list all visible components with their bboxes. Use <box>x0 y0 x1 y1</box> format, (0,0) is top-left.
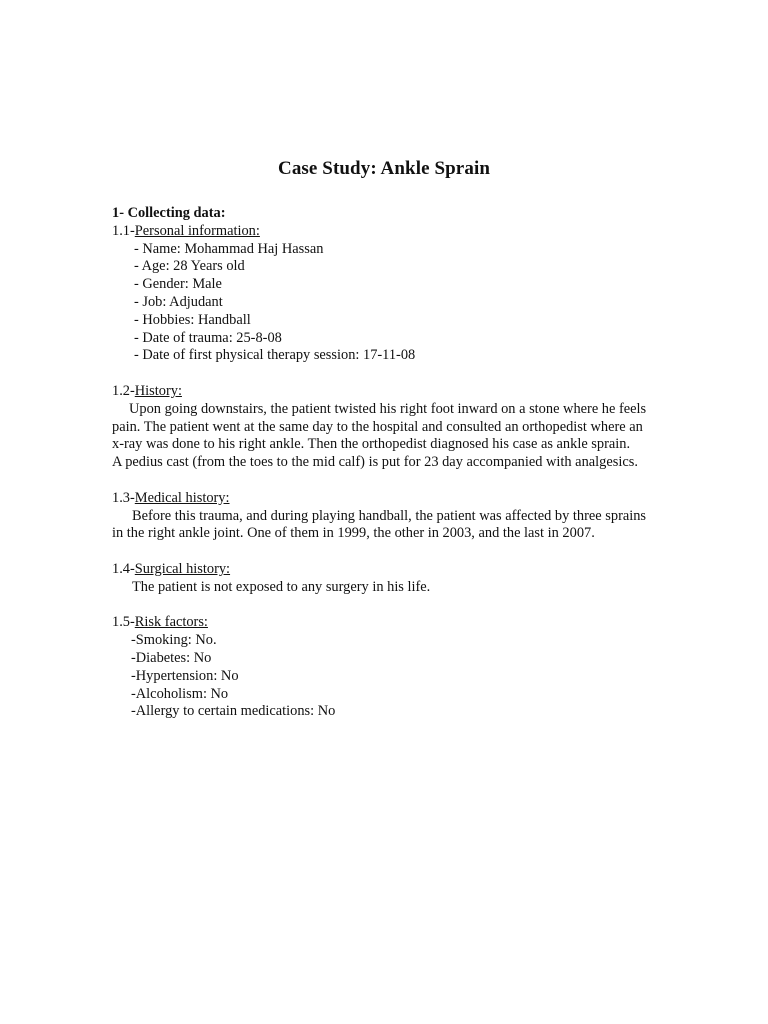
subsection-number: 1.4- <box>112 560 135 577</box>
list-item: - Gender: Male <box>134 276 222 293</box>
surgical-history-text: The patient is not exposed to any surgery in his life. <box>132 578 431 595</box>
list-item: - Name: Mohammad Haj Hassan <box>134 240 324 257</box>
list-item: - Date of trauma: 25-8-08 <box>134 329 282 346</box>
list-item: - Date of first physical therapy session: 17-11-08 <box>134 347 416 364</box>
medical-history-paragraph: Before this trauma, and during playing handball, the patient was affected by three sprains in the right ankle joint. One of them in 1999, the other in 2003, and the last in 2007. <box>112 507 647 542</box>
list-item: -Smoking: No. <box>131 632 217 649</box>
document-title: Case Study: Ankle Sprain <box>278 158 490 179</box>
subsection-label: Risk factors: <box>134 614 208 631</box>
subsection-history <box>112 383 652 401</box>
personal-info-list <box>112 241 652 366</box>
subsection-number: 1.5- <box>112 614 135 631</box>
list-item: -Hypertension: No <box>131 667 239 684</box>
list-item: -Allergy to certain medications: No <box>131 703 336 720</box>
list-item: -Alcoholism: No <box>131 685 229 702</box>
subsection-number: 1.1- <box>112 222 135 239</box>
subsection-personal-information <box>112 223 652 241</box>
list-item: - Age: 28 Years old <box>134 258 245 275</box>
document-body <box>112 205 652 721</box>
subsection-risk-factors <box>112 614 652 632</box>
subsection-medical-history <box>112 490 652 508</box>
list-item: - Job: Adjudant <box>134 293 223 310</box>
list-item: -Diabetes: No <box>131 649 212 666</box>
subsection-label: Medical history: <box>134 489 230 506</box>
subsection-label: History: <box>134 382 182 399</box>
subsection-number: 1.2- <box>112 382 135 399</box>
history-paragraph: Upon going downstairs, the patient twisted his right foot inward on a stone where he feels pain. The patient went at the same day to the hospital and consulted an orthopedist where an x-ray was done to his right ankle. Then the orthopedist diagnosed his case as ankle sprain. <box>112 400 647 453</box>
history-paragraph: A pedius cast (from the toes to the mid calf) is put for 23 day accompanied with analgesics. <box>112 454 638 471</box>
subsection-number: 1.3- <box>112 489 135 506</box>
list-item: - Hobbies: Handball <box>134 311 251 328</box>
risk-factors-list <box>112 632 652 721</box>
subsection-label: Surgical history: <box>134 560 231 577</box>
subsection-label: Personal information: <box>134 222 260 239</box>
subsection-surgical-history <box>112 561 652 579</box>
section-heading-collecting-data: 1- Collecting data: <box>112 205 226 221</box>
